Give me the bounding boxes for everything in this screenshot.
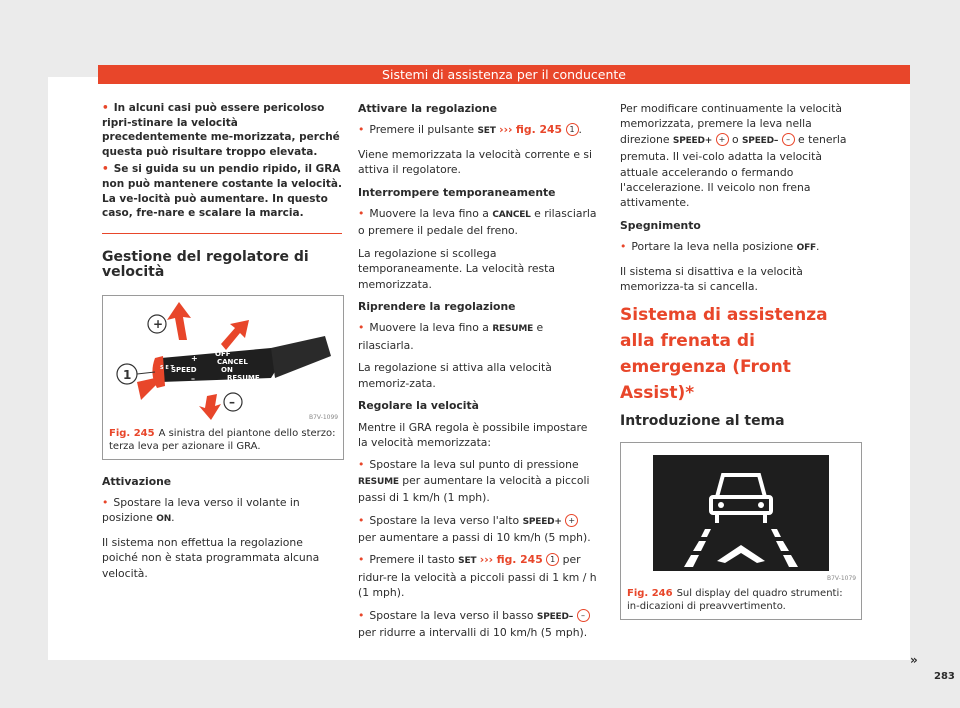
lever-resume: RESUME: [227, 373, 260, 382]
paragraph-text: Per modificare continuamente la velocità memorizzata, premere la leva nella direzione: [620, 102, 842, 146]
lever-on: ON: [221, 365, 233, 374]
warning-block: [102, 101, 342, 221]
figure-code: B7V-1099: [309, 413, 339, 421]
lever-cancel: CANCEL: [217, 357, 248, 366]
bullet: [358, 206, 598, 239]
figure-caption: [621, 583, 861, 619]
figure-ref-link[interactable]: fig. 245: [496, 553, 543, 567]
bullet-text-end: per ridurre a intervalli di 10 km/h (5 mph).: [358, 625, 588, 639]
bullet: [358, 513, 598, 546]
bullet: [358, 608, 598, 641]
figure-246: [620, 442, 862, 620]
callout-plus: +: [565, 514, 578, 527]
paragraph-text: o: [731, 132, 739, 146]
column-left: [102, 101, 342, 588]
callout-plus: +: [153, 316, 164, 331]
lever-minus: –: [191, 373, 195, 383]
key-on: ON: [156, 514, 172, 525]
warning-item: • In alcuni casi può essere pericoloso ripri-stinare la velocità precedentemente me-morizzata, perché questa può risultare troppo elevata.: [102, 101, 342, 159]
bullet-text-end: per aumentare la velocità a piccoli passi di 1 km/h (1 mph).: [358, 473, 590, 505]
warning-item: • Se si guida su un pendio ripido, il GRA non può mantenere costante la velocità. La ve-locità può aumentare. In questo caso, fre-nare e scalare la marcia.: [102, 162, 342, 220]
key-cancel: CANCEL: [492, 210, 531, 221]
callout-minus: –: [782, 133, 795, 146]
figure-label: Fig. 246: [627, 587, 673, 599]
callout-number: 1: [546, 553, 559, 566]
bullet-text-end: .: [171, 511, 175, 525]
display-illustration: [621, 443, 861, 583]
paragraph: La regolazione si attiva alla velocità memoriz-zata.: [358, 361, 552, 390]
bullet-text: Portare la leva nella posizione: [631, 240, 794, 254]
bullet-activation: [102, 495, 342, 528]
chapter-header: Sistemi di assistenza per il conducente: [98, 65, 910, 84]
bullet: [358, 552, 598, 600]
key-speed-plus: SPEED+: [672, 135, 713, 146]
intro-heading: Introduzione al tema: [620, 413, 785, 430]
bullet: [358, 457, 598, 505]
callout-number: 1: [566, 123, 579, 136]
figure-caption: [103, 423, 343, 459]
bullet-text: Premere il tasto: [369, 553, 455, 567]
subheading: Riprendere la regolazione: [358, 300, 516, 314]
bullet-text: Muovere la leva fino a: [369, 321, 489, 335]
figure-caption-text: Sul display del quadro strumenti: in-dicazioni di preavvertimento.: [627, 587, 843, 612]
lever-speed: SPEED: [171, 365, 197, 374]
column-middle: [358, 101, 598, 647]
bullet-text-end: e rilasciarla o premere il pedale del freno.: [358, 207, 597, 238]
bullet-text-end: .: [815, 240, 820, 254]
subheading: Interrompere temporaneamente: [358, 185, 556, 199]
key-speed-plus: SPEED+: [522, 516, 562, 527]
paragraph: Viene memorizzata la velocità corrente e si attiva il regolatore.: [358, 147, 593, 177]
subheading-activation: Attivazione: [102, 474, 172, 488]
ref-arrows: ›››: [479, 553, 494, 567]
section-title: Gestione del regolatore di velocità: [102, 248, 309, 281]
lever-plus: +: [191, 353, 198, 363]
section-divider: [102, 233, 342, 234]
manual-page: [48, 50, 955, 682]
paragraph-text: e tenerla premuta. Il vei-colo adatta la velocità attuale accelerando o fermando l'accelerazione. Il veicolo non frena attivamente.: [620, 132, 847, 210]
lever-set-letters: S E T: [160, 364, 174, 371]
lever-off: OFF: [215, 349, 231, 358]
lever-illustration: [103, 296, 343, 423]
key-off: OFF: [796, 243, 816, 254]
chapter-title: Sistema di assistenza alla frenata di emergenza (Front Assist)*: [620, 305, 828, 404]
bullet-text-end: per aumentare a passi di 10 km/h (5 mph).: [358, 530, 591, 544]
bullet: [358, 320, 598, 353]
paragraph: Mentre il GRA regola è possibile impostare la velocità memorizzata:: [358, 420, 588, 449]
figure-code: B7V-1079: [827, 574, 857, 582]
callout-1: 1: [123, 367, 132, 382]
bullet: • Premere il pulsante SET ››› fig. 245 1 .: [358, 122, 598, 139]
figure-label: Fig. 245: [109, 427, 155, 439]
key-resume: RESUME: [492, 324, 534, 335]
key-set: SET: [458, 556, 477, 567]
figure-245: [102, 295, 344, 460]
bullet-text: Spostare la leva sul punto di pressione: [369, 458, 579, 472]
paragraph: [620, 101, 862, 211]
bullet-text: Spostare la leva verso l'alto: [369, 513, 520, 527]
callout-minus: –: [229, 394, 235, 409]
bullet-text-end: per ridur-re la velocità a piccoli passi di 1 km / h (1 mph).: [358, 553, 597, 600]
continue-arrow: »: [910, 653, 918, 667]
ref-arrows: ›››: [499, 123, 513, 137]
bullet-text-end: e rilasciarla.: [358, 321, 544, 352]
figure-ref-link[interactable]: fig. 245: [515, 123, 563, 137]
callout-minus: –: [577, 609, 590, 622]
bullet: [620, 239, 862, 256]
bullet-text: Muovere la leva fino a: [369, 207, 489, 221]
subheading: Spegnimento: [620, 218, 701, 232]
paragraph: La regolazione si scollega temporaneamente. La velocità resta memorizzata.: [358, 246, 555, 291]
column-right: [620, 101, 862, 620]
subheading: Attivare la regolazione: [358, 102, 498, 115]
key-resume: RESUME: [358, 476, 399, 487]
subheading: Regolare la velocità: [358, 399, 479, 413]
key-speed-minus: SPEED–: [742, 135, 779, 146]
key-speed-minus: SPEED–: [536, 611, 574, 622]
key-set: SET: [477, 126, 496, 137]
callout-plus: +: [716, 133, 729, 146]
bullet-text: Premere il pulsante: [369, 123, 475, 137]
paragraph: Il sistema non effettua la regolazione poiché non è stata programmata alcuna velocità.: [102, 535, 320, 580]
figure-caption-text: A sinistra del piantone dello sterzo: terza leva per azionare il GRA.: [109, 427, 336, 452]
bullet-text: Spostare la leva verso il volante in posizione: [102, 495, 300, 525]
bullet-text: Spostare la leva verso il basso: [369, 608, 534, 622]
paragraph: Il sistema si disattiva e la velocità memorizza-ta si cancella.: [620, 264, 803, 294]
page-number: 283: [934, 671, 955, 682]
